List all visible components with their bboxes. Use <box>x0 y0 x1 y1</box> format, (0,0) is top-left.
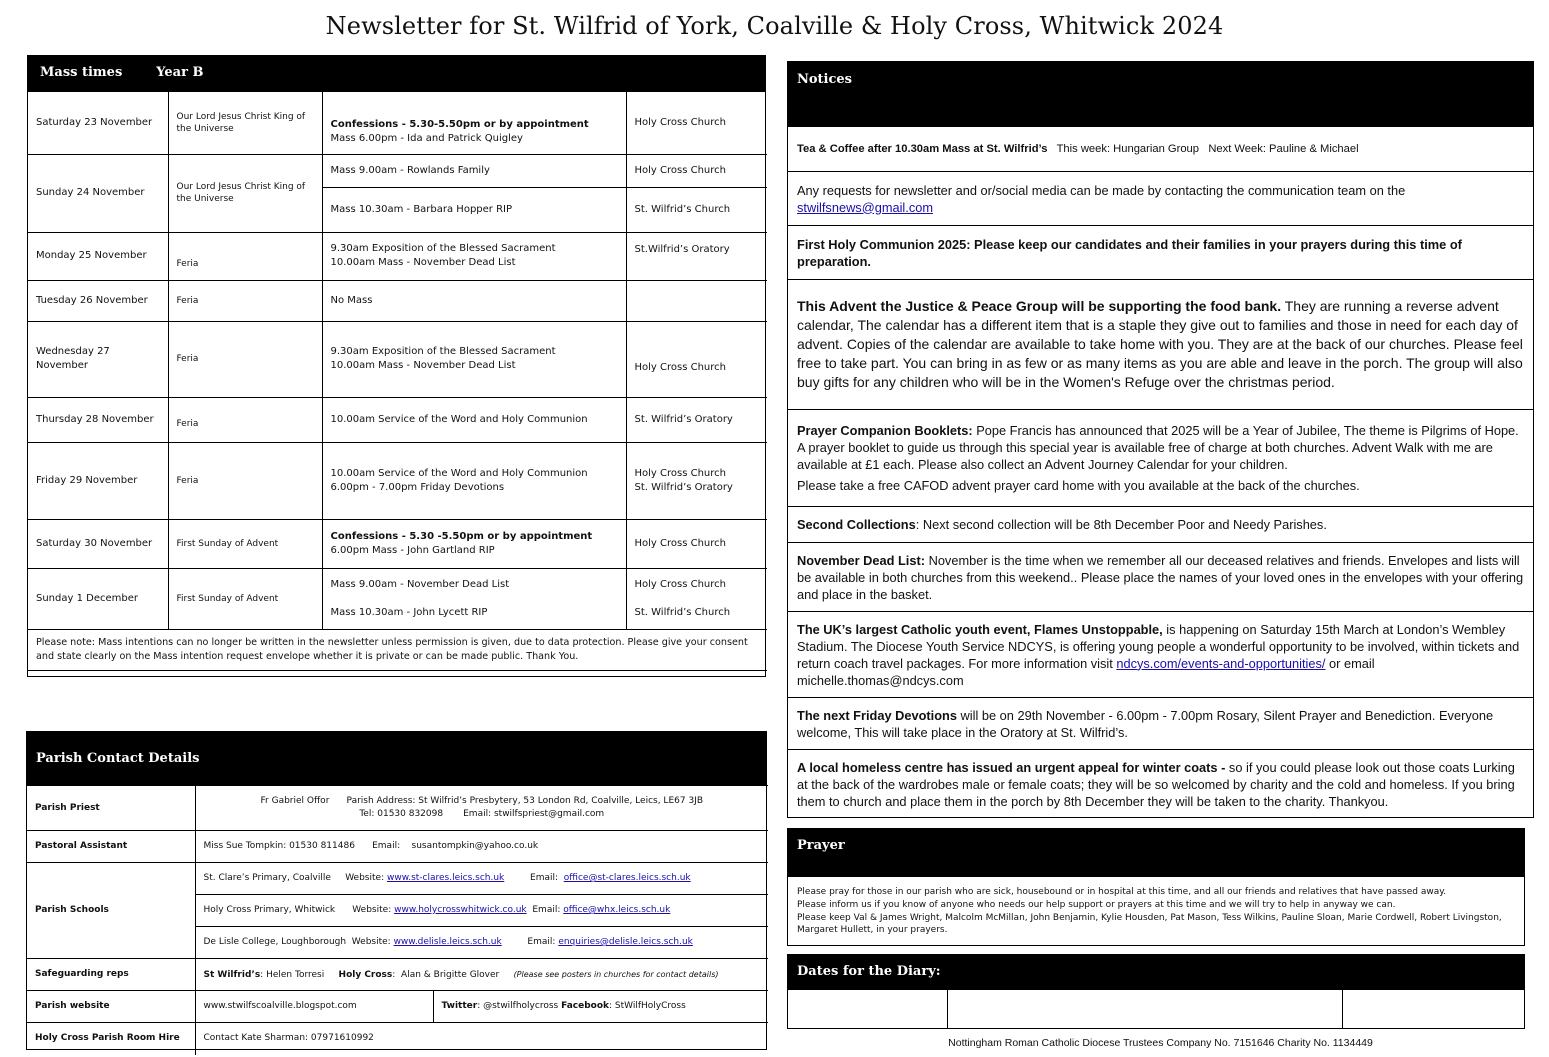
service-cell <box>322 92 626 154</box>
parish-website[interactable]: www.stwilfscoalville.blogspot.com <box>195 991 433 1023</box>
day-cell: Tuesday 26 November <box>28 280 168 321</box>
place-text: Holy Cross Church <box>634 467 726 479</box>
notice-text: Any requests for newsletter and or/social media can be made by contacting the communication team on the <box>797 182 1406 198</box>
day-cell: Sunday 1 December <box>28 568 168 629</box>
notice-text: so if you could please look out those coats Lurking at the back of the wardrobes male or female coats; they will be so welcomed by charity and the cold and homeless. If you bring them to church and place them in the porch by 8th December they will be taken to the charity. Thankyou. <box>797 760 1515 809</box>
facebook-handle: : StWilfHolyCross <box>609 1001 686 1011</box>
table-row <box>27 959 768 991</box>
mass-times-table <box>28 92 767 671</box>
school-entry <box>195 927 768 959</box>
table-row <box>27 1023 768 1055</box>
notices-section <box>787 61 1534 818</box>
notice-november-dead-list <box>788 542 1533 611</box>
safeguard-church: St Wilfrid’s <box>203 969 261 980</box>
mass-times-section <box>27 55 766 677</box>
school-entry <box>195 895 768 927</box>
twitter-handle: : @stwilfholycross <box>477 1001 559 1011</box>
service-cell: Mass 10.30am - Barbara Hopper RIP <box>322 187 626 232</box>
diary-section <box>787 954 1525 1029</box>
service-text: 9.30am Exposition of the Blessed Sacrament <box>330 346 556 357</box>
notice-text: This week: Hungarian Group Next Week: Pauline & Michael <box>1047 142 1359 155</box>
service-text: 10.00am Mass - November Dead List <box>330 360 516 371</box>
school-website-link[interactable]: www.st-clares.leics.sch.uk <box>386 873 505 883</box>
row-label: Parish Schools <box>27 863 195 959</box>
table-row <box>27 786 768 831</box>
priest-details <box>195 786 768 831</box>
table-row <box>27 991 768 1023</box>
notice-text: will be on 29th November - 6.00pm - 7.00pm Rosary, Silent Prayer and Benediction. Everyone welcome, This will take place in the Oratory at St. Wilfrid’s. <box>797 707 1494 740</box>
school-name: De Lisle College, Loughborough Website: <box>203 937 394 947</box>
day-cell: Wednesday 27 November <box>28 321 168 397</box>
service-cell <box>322 232 626 280</box>
service-text: Mass 6.00pm - Ida and Patrick Quigley <box>330 133 523 145</box>
notice-advent-food-bank <box>788 279 1533 409</box>
service-text: 6.00pm - 7.00pm Friday Devotions <box>330 481 505 493</box>
place-cell: St. Wilfrid’s Oratory <box>626 397 767 442</box>
place-cell: St.Wilfrid’s Oratory <box>626 232 767 280</box>
notice-requests <box>788 171 1533 225</box>
liturgy-cell: Our Lord Jesus Christ King of the Universe <box>168 92 322 154</box>
mass-intention-note: Please note: Mass intentions can no longer be written in the newsletter unless permission is given, due to data protection. Please give your consent and state clearly on the Mass intention request envelope whether it is private or can be made public. Thank You. <box>28 629 767 670</box>
table-row <box>28 519 767 568</box>
email-label: Email: <box>501 937 559 947</box>
notice-text: First Holy Communion 2025: Please keep our candidates and their families in your prayers during this time of preparation. <box>797 236 1462 269</box>
school-name: St. Clare’s Primary, Coalville Website: <box>203 873 387 883</box>
place-cell: Holy Cross Church <box>626 92 767 154</box>
place-cell: Holy Cross Church <box>626 321 767 397</box>
table-row <box>28 321 767 397</box>
place-text: St. Wilfrid’s Church <box>634 606 731 618</box>
liturgical-year: Year B <box>156 65 204 80</box>
service-cell <box>322 568 626 629</box>
day-cell: Monday 25 November <box>28 232 168 280</box>
safeguard-rep: : Alan & Brigitte Glover <box>392 969 500 980</box>
service-cell <box>322 519 626 568</box>
notice-friday-devotions <box>788 697 1533 749</box>
parish-contacts-section <box>26 731 767 1050</box>
service-text: 6.00pm Mass - John Gartland RIP <box>330 544 495 556</box>
safeguard-church: Holy Cross <box>338 969 393 980</box>
school-email-link[interactable]: enquiries@delisle.leics.sch.uk <box>558 937 693 947</box>
table-row <box>28 280 767 321</box>
service-text: 9.30am Exposition of the Blessed Sacrament <box>330 243 556 254</box>
table-row <box>27 831 768 863</box>
parish-contacts-table <box>27 785 768 1055</box>
row-label: Safeguarding reps <box>27 959 195 991</box>
table-row <box>28 397 767 442</box>
liturgy-cell: Feria <box>168 321 322 397</box>
pastoral-details: Miss Sue Tompkin: 01530 811486 Email: susantompkin@yahoo.co.uk <box>195 831 768 863</box>
row-label: Parish Priest <box>27 786 195 831</box>
notice-heading: A local homeless centre has issued an urgent appeal for winter coats - <box>797 760 1226 775</box>
service-cell <box>322 442 626 519</box>
table-row <box>28 232 767 280</box>
notice-text: November is the time when we remember all our deceased relatives and friends. Envelopes and lists will be available in both churches from this weekend.. Please place the names of your loved ones in the envelopes with your offering and place in the basket. <box>797 552 1524 602</box>
facebook-label: Facebook <box>561 1001 610 1011</box>
day-cell: Sunday 24 November <box>28 154 168 232</box>
prayer-section <box>787 828 1525 946</box>
mass-times-header <box>28 56 765 92</box>
notice-tea-coffee <box>788 126 1533 171</box>
notice-text: Please take a free CAFOD advent prayer card home with you available at the back of the churches. <box>797 478 1360 493</box>
place-cell: Holy Cross Church <box>626 519 767 568</box>
liturgy-cell: Feria <box>168 397 322 442</box>
notice-heading: The UK’s largest Catholic youth event, Flames Unstoppable, <box>797 621 1163 637</box>
day-cell: Saturday 30 November <box>28 519 168 568</box>
notice-prayer-booklets <box>788 409 1533 506</box>
row-label: Parish website <box>27 991 195 1023</box>
liturgy-cell: Our Lord Jesus Christ King of the Universe <box>168 154 322 232</box>
place-text: Holy Cross Church <box>634 578 726 590</box>
table-row <box>28 442 767 519</box>
charity-footer: Nottingham Roman Catholic Diocese Trustees Company No. 7151646 Charity No. 1134449 <box>948 1037 1373 1049</box>
service-text: 10.00am Service of the Word and Holy Communion <box>330 467 588 479</box>
service-text: Mass 10.30am - John Lycett RIP <box>330 606 488 618</box>
notice-text: Pope Francis has announced that 2025 will be a Year of Jubilee, The theme is Pilgrims of Hope. A prayer booklet to guide us through this special year is available free of charge at both churches. Advent Walk with me are available at £1 each. Please also collect an Advent Journey Calendar for your children. <box>797 423 1519 472</box>
day-cell: Saturday 23 November <box>28 92 168 154</box>
diary-header: Dates for the Diary: <box>788 955 1524 989</box>
social-details <box>433 991 768 1023</box>
email-label: Email: <box>526 905 564 915</box>
priest-address: Fr Gabriel Offor Parish Address: St Wilfrid’s Presbytery, 53 London Rd, Coalville, Leics, LE67 3JB <box>260 796 703 806</box>
table-row <box>28 568 767 629</box>
school-website-link[interactable]: www.delisle.leics.sch.uk <box>393 937 502 947</box>
row-label: Holy Cross Parish Room Hire <box>27 1023 195 1055</box>
priest-contact: Tel: 01530 832098 Email: stwilfspriest@gmail.com <box>359 809 605 819</box>
school-name: Holy Cross Primary, Whitwick Website: <box>203 905 395 915</box>
table-row <box>28 92 767 154</box>
confession-text: Confessions - 5.30 -5.50pm or by appointment <box>330 530 593 542</box>
prayer-list: Please keep Val & James Wright, Malcolm McMillan, John Benjamin, Kylie Housden, Pat Mason, Tess Wilkins, Pauline Sloan, Marie Cordwell, Robert Livingston, Margaret Hullett, in your prayers. <box>797 912 1502 936</box>
prayer-body <box>788 877 1524 946</box>
row-label: Pastoral Assistant <box>27 831 195 863</box>
email-label: Email: <box>504 873 564 883</box>
liturgy-cell: Feria <box>168 232 322 280</box>
notice-youth-event <box>788 611 1533 697</box>
service-cell <box>322 321 626 397</box>
notice-heading: Prayer Companion Booklets: <box>797 423 973 438</box>
twitter-label: Twitter <box>441 1001 478 1011</box>
confession-text: Confessions - 5.30-5.50pm or by appointment <box>330 119 589 131</box>
diary-cell <box>788 990 948 1028</box>
service-text: Mass 9.00am - November Dead List <box>330 578 510 590</box>
newsletter-title: Newsletter for St. Wilfrid of York, Coalville & Holy Cross, Whitwick 2024 <box>325 12 1224 40</box>
place-cell <box>626 442 767 519</box>
prayer-header: Prayer <box>788 829 1524 877</box>
liturgy-cell: First Sunday of Advent <box>168 568 322 629</box>
notice-heading: This Advent the Justice & Peace Group will be supporting the food bank. <box>797 298 1282 314</box>
table-row <box>28 629 767 670</box>
table-row <box>28 154 767 187</box>
safeguard-rep: : Helen Torresi <box>260 969 325 980</box>
school-email-link[interactable]: office@st-clares.leics.sch.uk <box>563 873 691 883</box>
safeguard-note: (Please see posters in churches for contact details) <box>513 969 719 979</box>
notice-heading: November Dead List: <box>797 552 926 568</box>
notice-first-communion <box>788 225 1533 279</box>
place-cell: Holy Cross Church <box>626 154 767 187</box>
service-cell: Mass 9.00am - Rowlands Family <box>322 154 626 187</box>
diary-cell <box>1343 990 1524 1028</box>
service-text: 10.00am Mass - November Dead List <box>330 257 516 268</box>
school-website-link[interactable]: www.holycrosswhitwick.co.uk <box>394 905 527 915</box>
service-cell: No Mass <box>322 280 626 321</box>
school-email-link[interactable]: office@whx.leics.sch.uk <box>563 905 671 915</box>
notices-header: Notices <box>788 62 1533 126</box>
ndcys-link[interactable]: ndcys.com/events-and-opportunities/ <box>1116 655 1326 671</box>
day-cell: Friday 29 November <box>28 442 168 519</box>
diary-cell <box>948 990 1343 1028</box>
liturgy-cell: Feria <box>168 442 322 519</box>
service-cell: 10.00am Service of the Word and Holy Communion <box>322 397 626 442</box>
prayer-text: Please inform us if you know of anyone who needs our help support or prayers at this time and we will try to help in anyway we can. <box>797 899 1396 910</box>
liturgy-cell: Feria <box>168 280 322 321</box>
table-row <box>27 863 768 895</box>
notice-heading: The next Friday Devotions <box>797 707 957 723</box>
notice-heading: Second Collections <box>797 517 916 532</box>
notice-text: : Next second collection will be 8th December Poor and Needy Parishes. <box>915 517 1327 532</box>
notice-text: or email michelle.thomas@ndcys.com <box>797 655 1375 688</box>
place-cell <box>626 568 767 629</box>
mass-times-title: Mass times <box>40 65 123 80</box>
notice-heading: Tea & Coffee after 10.30am Mass at St. Wilfrid’s <box>797 142 1048 155</box>
day-cell: Thursday 28 November <box>28 397 168 442</box>
prayer-text: Please pray for those in our parish who are sick, housebound or in hospital at this time, and all our friends and relatives that have passed away. <box>797 887 1447 897</box>
communication-email-link[interactable]: stwilfsnews@gmail.com <box>797 199 934 215</box>
place-cell <box>626 280 767 321</box>
school-entry <box>195 863 768 895</box>
notice-text: is happening on Saturday 15th March at London’s Wembley Stadium. The Diocese Youth Service NDCYS, is offering young people a wonderful opportunity to be involved, within tickets and return coach travel packages. For more information visit <box>797 621 1520 671</box>
liturgy-cell: First Sunday of Advent <box>168 519 322 568</box>
parish-contacts-header: Parish Contact Details <box>27 732 766 785</box>
place-text: St. Wilfrid’s Oratory <box>634 481 733 493</box>
notice-second-collections <box>788 506 1533 542</box>
diary-cells <box>788 989 1524 1028</box>
room-hire-details: Contact Kate Sharman: 07971610992 <box>195 1023 768 1055</box>
notice-winter-coats <box>788 749 1533 819</box>
notice-text: They are running a reverse advent calendar, The calendar has a different item that is a staple they give out to families and those in need for each day of advent. Copies of the calendar are available to take home with you. They are at the back of our churches. Please feel free to take part. You can bring in as few or as many items as you are able and leave in the porch. The group will also buy gifts for any children who will be in the Women's Refuge over the christmas period. <box>797 298 1523 390</box>
safeguarding-details <box>195 959 768 991</box>
place-cell: St. Wilfrid’s Church <box>626 187 767 232</box>
